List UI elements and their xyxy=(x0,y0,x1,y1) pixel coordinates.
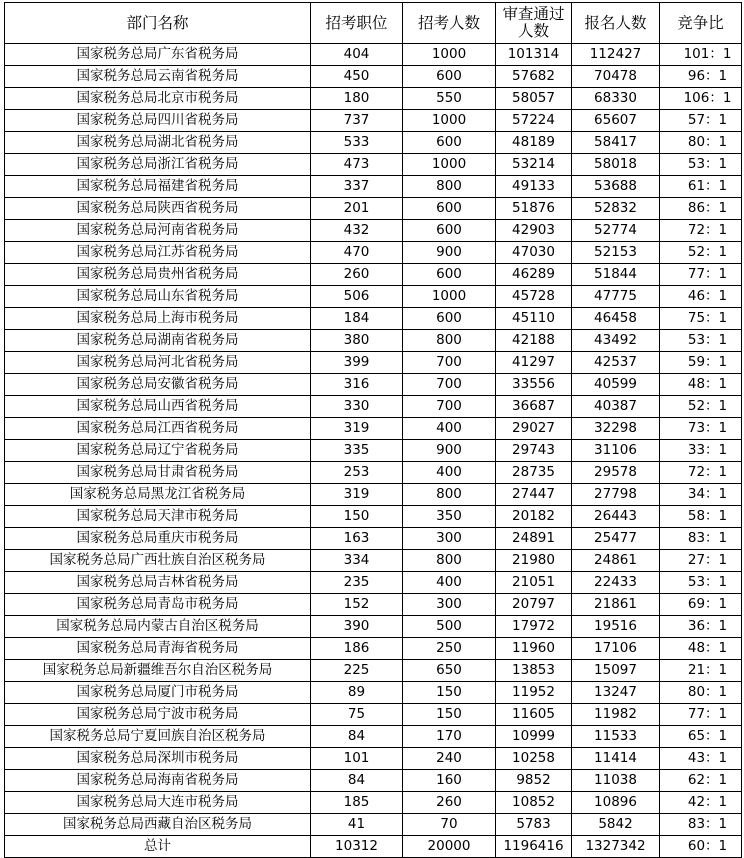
cell-applicants: 13247 xyxy=(572,682,660,704)
cell-applicants: 51844 xyxy=(572,264,660,286)
cell-applicants: 52832 xyxy=(572,198,660,220)
table-row xyxy=(5,330,742,352)
cell-ratio: 69：1 xyxy=(660,594,742,616)
cell-recruits: 300 xyxy=(403,528,496,550)
cell-approved: 46289 xyxy=(496,264,572,286)
cell-recruits: 800 xyxy=(403,176,496,198)
cell-positions: 330 xyxy=(311,396,403,418)
cell-ratio: 48：1 xyxy=(660,638,742,660)
cell-applicants: 19516 xyxy=(572,616,660,638)
table-row xyxy=(5,110,742,132)
cell-applicants: 31106 xyxy=(572,440,660,462)
cell-approved: 5783 xyxy=(496,814,572,836)
cell-approved: 36687 xyxy=(496,396,572,418)
cell-positions: 319 xyxy=(311,484,403,506)
cell-positions: 404 xyxy=(311,44,403,66)
cell-applicants: 29578 xyxy=(572,462,660,484)
cell-approved: 33556 xyxy=(496,374,572,396)
cell-positions: 334 xyxy=(311,550,403,572)
cell-dept: 总计 xyxy=(5,836,311,858)
cell-ratio: 27：1 xyxy=(660,550,742,572)
cell-ratio: 34：1 xyxy=(660,484,742,506)
cell-dept: 国家税务总局贵州省税务局 xyxy=(5,264,311,286)
total-row xyxy=(5,836,742,858)
cell-approved: 1196416 xyxy=(496,836,572,858)
cell-ratio: 72：1 xyxy=(660,462,742,484)
cell-applicants: 58417 xyxy=(572,132,660,154)
cell-recruits: 150 xyxy=(403,682,496,704)
cell-recruits: 170 xyxy=(403,726,496,748)
cell-approved: 47030 xyxy=(496,242,572,264)
cell-ratio: 77：1 xyxy=(660,704,742,726)
cell-approved: 101314 xyxy=(496,44,572,66)
cell-dept: 国家税务总局福建省税务局 xyxy=(5,176,311,198)
cell-positions: 470 xyxy=(311,242,403,264)
table-row xyxy=(5,770,742,792)
cell-dept: 国家税务总局河南省税务局 xyxy=(5,220,311,242)
cell-ratio: 96：1 xyxy=(660,66,742,88)
cell-approved: 57682 xyxy=(496,66,572,88)
cell-approved: 17972 xyxy=(496,616,572,638)
cell-recruits: 400 xyxy=(403,418,496,440)
cell-dept: 国家税务总局广东省税务局 xyxy=(5,44,311,66)
table-row xyxy=(5,440,742,462)
cell-dept: 国家税务总局重庆市税务局 xyxy=(5,528,311,550)
cell-recruits: 20000 xyxy=(403,836,496,858)
table-row xyxy=(5,506,742,528)
cell-approved: 11960 xyxy=(496,638,572,660)
table-row xyxy=(5,264,742,286)
cell-dept: 国家税务总局浙江省税务局 xyxy=(5,154,311,176)
cell-ratio: 53：1 xyxy=(660,154,742,176)
cell-applicants: 11982 xyxy=(572,704,660,726)
table-row xyxy=(5,88,742,110)
cell-recruits: 600 xyxy=(403,198,496,220)
cell-dept: 国家税务总局大连市税务局 xyxy=(5,792,311,814)
cell-approved: 10852 xyxy=(496,792,572,814)
cell-dept: 国家税务总局青海省税务局 xyxy=(5,638,311,660)
table-row xyxy=(5,308,742,330)
cell-positions: 533 xyxy=(311,132,403,154)
cell-positions: 84 xyxy=(311,770,403,792)
cell-ratio: 36：1 xyxy=(660,616,742,638)
cell-positions: 337 xyxy=(311,176,403,198)
cell-applicants: 32298 xyxy=(572,418,660,440)
cell-ratio: 52：1 xyxy=(660,396,742,418)
cell-ratio: 75：1 xyxy=(660,308,742,330)
cell-positions: 41 xyxy=(311,814,403,836)
cell-recruits: 800 xyxy=(403,484,496,506)
cell-positions: 380 xyxy=(311,330,403,352)
cell-recruits: 240 xyxy=(403,748,496,770)
cell-approved: 51876 xyxy=(496,198,572,220)
cell-dept: 国家税务总局湖南省税务局 xyxy=(5,330,311,352)
table-row xyxy=(5,132,742,154)
cell-dept: 国家税务总局海南省税务局 xyxy=(5,770,311,792)
table-row xyxy=(5,352,742,374)
table-row xyxy=(5,418,742,440)
cell-dept: 国家税务总局青岛市税务局 xyxy=(5,594,311,616)
cell-recruits: 500 xyxy=(403,616,496,638)
cell-approved: 9852 xyxy=(496,770,572,792)
cell-approved: 11605 xyxy=(496,704,572,726)
cell-positions: 184 xyxy=(311,308,403,330)
cell-recruits: 160 xyxy=(403,770,496,792)
cell-recruits: 400 xyxy=(403,462,496,484)
cell-positions: 235 xyxy=(311,572,403,594)
cell-approved: 10999 xyxy=(496,726,572,748)
cell-dept: 国家税务总局甘肃省税务局 xyxy=(5,462,311,484)
cell-dept: 国家税务总局宁夏回族自治区税务局 xyxy=(5,726,311,748)
cell-approved: 57224 xyxy=(496,110,572,132)
cell-dept: 国家税务总局宁波市税务局 xyxy=(5,704,311,726)
table-row xyxy=(5,638,742,660)
cell-applicants: 52774 xyxy=(572,220,660,242)
cell-ratio: 80：1 xyxy=(660,132,742,154)
table-row xyxy=(5,814,742,836)
cell-dept: 国家税务总局内蒙古自治区税务局 xyxy=(5,616,311,638)
cell-dept: 国家税务总局黑龙江省税务局 xyxy=(5,484,311,506)
cell-applicants: 17106 xyxy=(572,638,660,660)
cell-recruits: 650 xyxy=(403,660,496,682)
cell-positions: 335 xyxy=(311,440,403,462)
cell-applicants: 11533 xyxy=(572,726,660,748)
cell-ratio: 73：1 xyxy=(660,418,742,440)
cell-positions: 180 xyxy=(311,88,403,110)
table-row xyxy=(5,660,742,682)
header-ratio: 竞争比 xyxy=(660,3,742,44)
cell-recruits: 1000 xyxy=(403,154,496,176)
cell-recruits: 600 xyxy=(403,264,496,286)
cell-recruits: 260 xyxy=(403,792,496,814)
cell-dept: 国家税务总局深圳市税务局 xyxy=(5,748,311,770)
cell-positions: 152 xyxy=(311,594,403,616)
cell-recruits: 1000 xyxy=(403,44,496,66)
cell-approved: 24891 xyxy=(496,528,572,550)
cell-applicants: 43492 xyxy=(572,330,660,352)
cell-applicants: 27798 xyxy=(572,484,660,506)
cell-approved: 49133 xyxy=(496,176,572,198)
table-row xyxy=(5,220,742,242)
cell-ratio: 72：1 xyxy=(660,220,742,242)
cell-positions: 10312 xyxy=(311,836,403,858)
cell-recruits: 150 xyxy=(403,704,496,726)
cell-applicants: 21861 xyxy=(572,594,660,616)
cell-positions: 101 xyxy=(311,748,403,770)
cell-applicants: 52153 xyxy=(572,242,660,264)
cell-dept: 国家税务总局四川省税务局 xyxy=(5,110,311,132)
cell-approved: 21051 xyxy=(496,572,572,594)
header-approved: 审查通过人数 xyxy=(496,3,572,44)
table-row xyxy=(5,748,742,770)
cell-applicants: 53688 xyxy=(572,176,660,198)
cell-ratio: 101：1 xyxy=(660,44,742,66)
cell-approved: 45110 xyxy=(496,308,572,330)
cell-applicants: 58018 xyxy=(572,154,660,176)
cell-ratio: 77：1 xyxy=(660,264,742,286)
table-row xyxy=(5,154,742,176)
cell-applicants: 22433 xyxy=(572,572,660,594)
cell-ratio: 53：1 xyxy=(660,330,742,352)
cell-applicants: 70478 xyxy=(572,66,660,88)
cell-ratio: 46：1 xyxy=(660,286,742,308)
cell-approved: 29027 xyxy=(496,418,572,440)
cell-approved: 58057 xyxy=(496,88,572,110)
cell-recruits: 900 xyxy=(403,440,496,462)
table-row xyxy=(5,286,742,308)
cell-applicants: 11414 xyxy=(572,748,660,770)
cell-approved: 48189 xyxy=(496,132,572,154)
cell-recruits: 250 xyxy=(403,638,496,660)
cell-dept: 国家税务总局吉林省税务局 xyxy=(5,572,311,594)
cell-positions: 319 xyxy=(311,418,403,440)
cell-applicants: 26443 xyxy=(572,506,660,528)
cell-approved: 27447 xyxy=(496,484,572,506)
cell-applicants: 47775 xyxy=(572,286,660,308)
table-row xyxy=(5,44,742,66)
table-row xyxy=(5,726,742,748)
header-positions: 招考职位 xyxy=(311,3,403,44)
cell-ratio: 42：1 xyxy=(660,792,742,814)
cell-positions: 473 xyxy=(311,154,403,176)
cell-approved: 28735 xyxy=(496,462,572,484)
cell-positions: 186 xyxy=(311,638,403,660)
cell-applicants: 24861 xyxy=(572,550,660,572)
cell-dept: 国家税务总局厦门市税务局 xyxy=(5,682,311,704)
table-row xyxy=(5,198,742,220)
cell-dept: 国家税务总局新疆维吾尔自治区税务局 xyxy=(5,660,311,682)
cell-ratio: 80：1 xyxy=(660,682,742,704)
cell-recruits: 700 xyxy=(403,374,496,396)
cell-dept: 国家税务总局辽宁省税务局 xyxy=(5,440,311,462)
cell-ratio: 65：1 xyxy=(660,726,742,748)
table-row xyxy=(5,242,742,264)
cell-approved: 20182 xyxy=(496,506,572,528)
table-row xyxy=(5,594,742,616)
cell-recruits: 700 xyxy=(403,352,496,374)
table-body xyxy=(5,44,742,858)
cell-ratio: 53：1 xyxy=(660,572,742,594)
cell-approved: 21980 xyxy=(496,550,572,572)
header-row xyxy=(5,3,742,44)
cell-dept: 国家税务总局陕西省税务局 xyxy=(5,198,311,220)
cell-ratio: 21：1 xyxy=(660,660,742,682)
cell-applicants: 46458 xyxy=(572,308,660,330)
cell-applicants: 65607 xyxy=(572,110,660,132)
cell-dept: 国家税务总局安徽省税务局 xyxy=(5,374,311,396)
cell-recruits: 1000 xyxy=(403,286,496,308)
cell-dept: 国家税务总局广西壮族自治区税务局 xyxy=(5,550,311,572)
cell-approved: 13853 xyxy=(496,660,572,682)
cell-positions: 737 xyxy=(311,110,403,132)
cell-applicants: 42537 xyxy=(572,352,660,374)
cell-dept: 国家税务总局湖北省税务局 xyxy=(5,132,311,154)
recruitment-table xyxy=(4,2,742,858)
cell-positions: 316 xyxy=(311,374,403,396)
cell-recruits: 800 xyxy=(403,330,496,352)
cell-positions: 450 xyxy=(311,66,403,88)
cell-applicants: 112427 xyxy=(572,44,660,66)
cell-ratio: 61：1 xyxy=(660,176,742,198)
cell-dept: 国家税务总局江西省税务局 xyxy=(5,418,311,440)
cell-ratio: 52：1 xyxy=(660,242,742,264)
cell-applicants: 68330 xyxy=(572,88,660,110)
cell-recruits: 350 xyxy=(403,506,496,528)
cell-ratio: 83：1 xyxy=(660,814,742,836)
cell-positions: 253 xyxy=(311,462,403,484)
cell-ratio: 57：1 xyxy=(660,110,742,132)
cell-approved: 42903 xyxy=(496,220,572,242)
cell-dept: 国家税务总局江苏省税务局 xyxy=(5,242,311,264)
cell-positions: 150 xyxy=(311,506,403,528)
cell-applicants: 25477 xyxy=(572,528,660,550)
cell-approved: 41297 xyxy=(496,352,572,374)
cell-dept: 国家税务总局山西省税务局 xyxy=(5,396,311,418)
header-dept: 部门名称 xyxy=(5,3,311,44)
cell-dept: 国家税务总局西藏自治区税务局 xyxy=(5,814,311,836)
cell-recruits: 300 xyxy=(403,594,496,616)
cell-approved: 53214 xyxy=(496,154,572,176)
table-row xyxy=(5,550,742,572)
cell-approved: 11952 xyxy=(496,682,572,704)
cell-ratio: 60：1 xyxy=(660,836,742,858)
cell-dept: 国家税务总局山东省税务局 xyxy=(5,286,311,308)
cell-applicants: 5842 xyxy=(572,814,660,836)
cell-positions: 225 xyxy=(311,660,403,682)
cell-approved: 29743 xyxy=(496,440,572,462)
cell-recruits: 1000 xyxy=(403,110,496,132)
cell-recruits: 70 xyxy=(403,814,496,836)
cell-applicants: 11038 xyxy=(572,770,660,792)
cell-approved: 45728 xyxy=(496,286,572,308)
table-row xyxy=(5,682,742,704)
cell-recruits: 600 xyxy=(403,220,496,242)
table-row xyxy=(5,792,742,814)
table-row xyxy=(5,396,742,418)
cell-ratio: 62：1 xyxy=(660,770,742,792)
cell-dept: 国家税务总局北京市税务局 xyxy=(5,88,311,110)
cell-approved: 20797 xyxy=(496,594,572,616)
cell-recruits: 400 xyxy=(403,572,496,594)
cell-positions: 75 xyxy=(311,704,403,726)
cell-positions: 163 xyxy=(311,528,403,550)
cell-approved: 42188 xyxy=(496,330,572,352)
cell-positions: 89 xyxy=(311,682,403,704)
cell-positions: 201 xyxy=(311,198,403,220)
cell-recruits: 600 xyxy=(403,308,496,330)
cell-positions: 84 xyxy=(311,726,403,748)
cell-positions: 185 xyxy=(311,792,403,814)
cell-ratio: 48：1 xyxy=(660,374,742,396)
header-recruits: 招考人数 xyxy=(403,3,496,44)
cell-positions: 390 xyxy=(311,616,403,638)
cell-dept: 国家税务总局天津市税务局 xyxy=(5,506,311,528)
cell-recruits: 900 xyxy=(403,242,496,264)
cell-ratio: 86：1 xyxy=(660,198,742,220)
table-row xyxy=(5,528,742,550)
cell-recruits: 600 xyxy=(403,66,496,88)
table-row xyxy=(5,176,742,198)
cell-dept: 国家税务总局云南省税务局 xyxy=(5,66,311,88)
cell-positions: 399 xyxy=(311,352,403,374)
cell-applicants: 1327342 xyxy=(572,836,660,858)
cell-ratio: 58：1 xyxy=(660,506,742,528)
table-row xyxy=(5,616,742,638)
cell-ratio: 106：1 xyxy=(660,88,742,110)
cell-approved: 10258 xyxy=(496,748,572,770)
header-applicants: 报名人数 xyxy=(572,3,660,44)
table-row xyxy=(5,374,742,396)
cell-positions: 506 xyxy=(311,286,403,308)
table-row xyxy=(5,462,742,484)
cell-dept: 国家税务总局河北省税务局 xyxy=(5,352,311,374)
cell-applicants: 10896 xyxy=(572,792,660,814)
cell-recruits: 600 xyxy=(403,132,496,154)
cell-ratio: 33：1 xyxy=(660,440,742,462)
cell-dept: 国家税务总局上海市税务局 xyxy=(5,308,311,330)
cell-recruits: 550 xyxy=(403,88,496,110)
table-row xyxy=(5,484,742,506)
cell-ratio: 43：1 xyxy=(660,748,742,770)
cell-positions: 260 xyxy=(311,264,403,286)
cell-ratio: 83：1 xyxy=(660,528,742,550)
table-row xyxy=(5,572,742,594)
table-row xyxy=(5,704,742,726)
cell-applicants: 40387 xyxy=(572,396,660,418)
cell-recruits: 800 xyxy=(403,550,496,572)
cell-applicants: 15097 xyxy=(572,660,660,682)
cell-recruits: 700 xyxy=(403,396,496,418)
cell-applicants: 40599 xyxy=(572,374,660,396)
cell-positions: 432 xyxy=(311,220,403,242)
table-row xyxy=(5,66,742,88)
cell-ratio: 59：1 xyxy=(660,352,742,374)
